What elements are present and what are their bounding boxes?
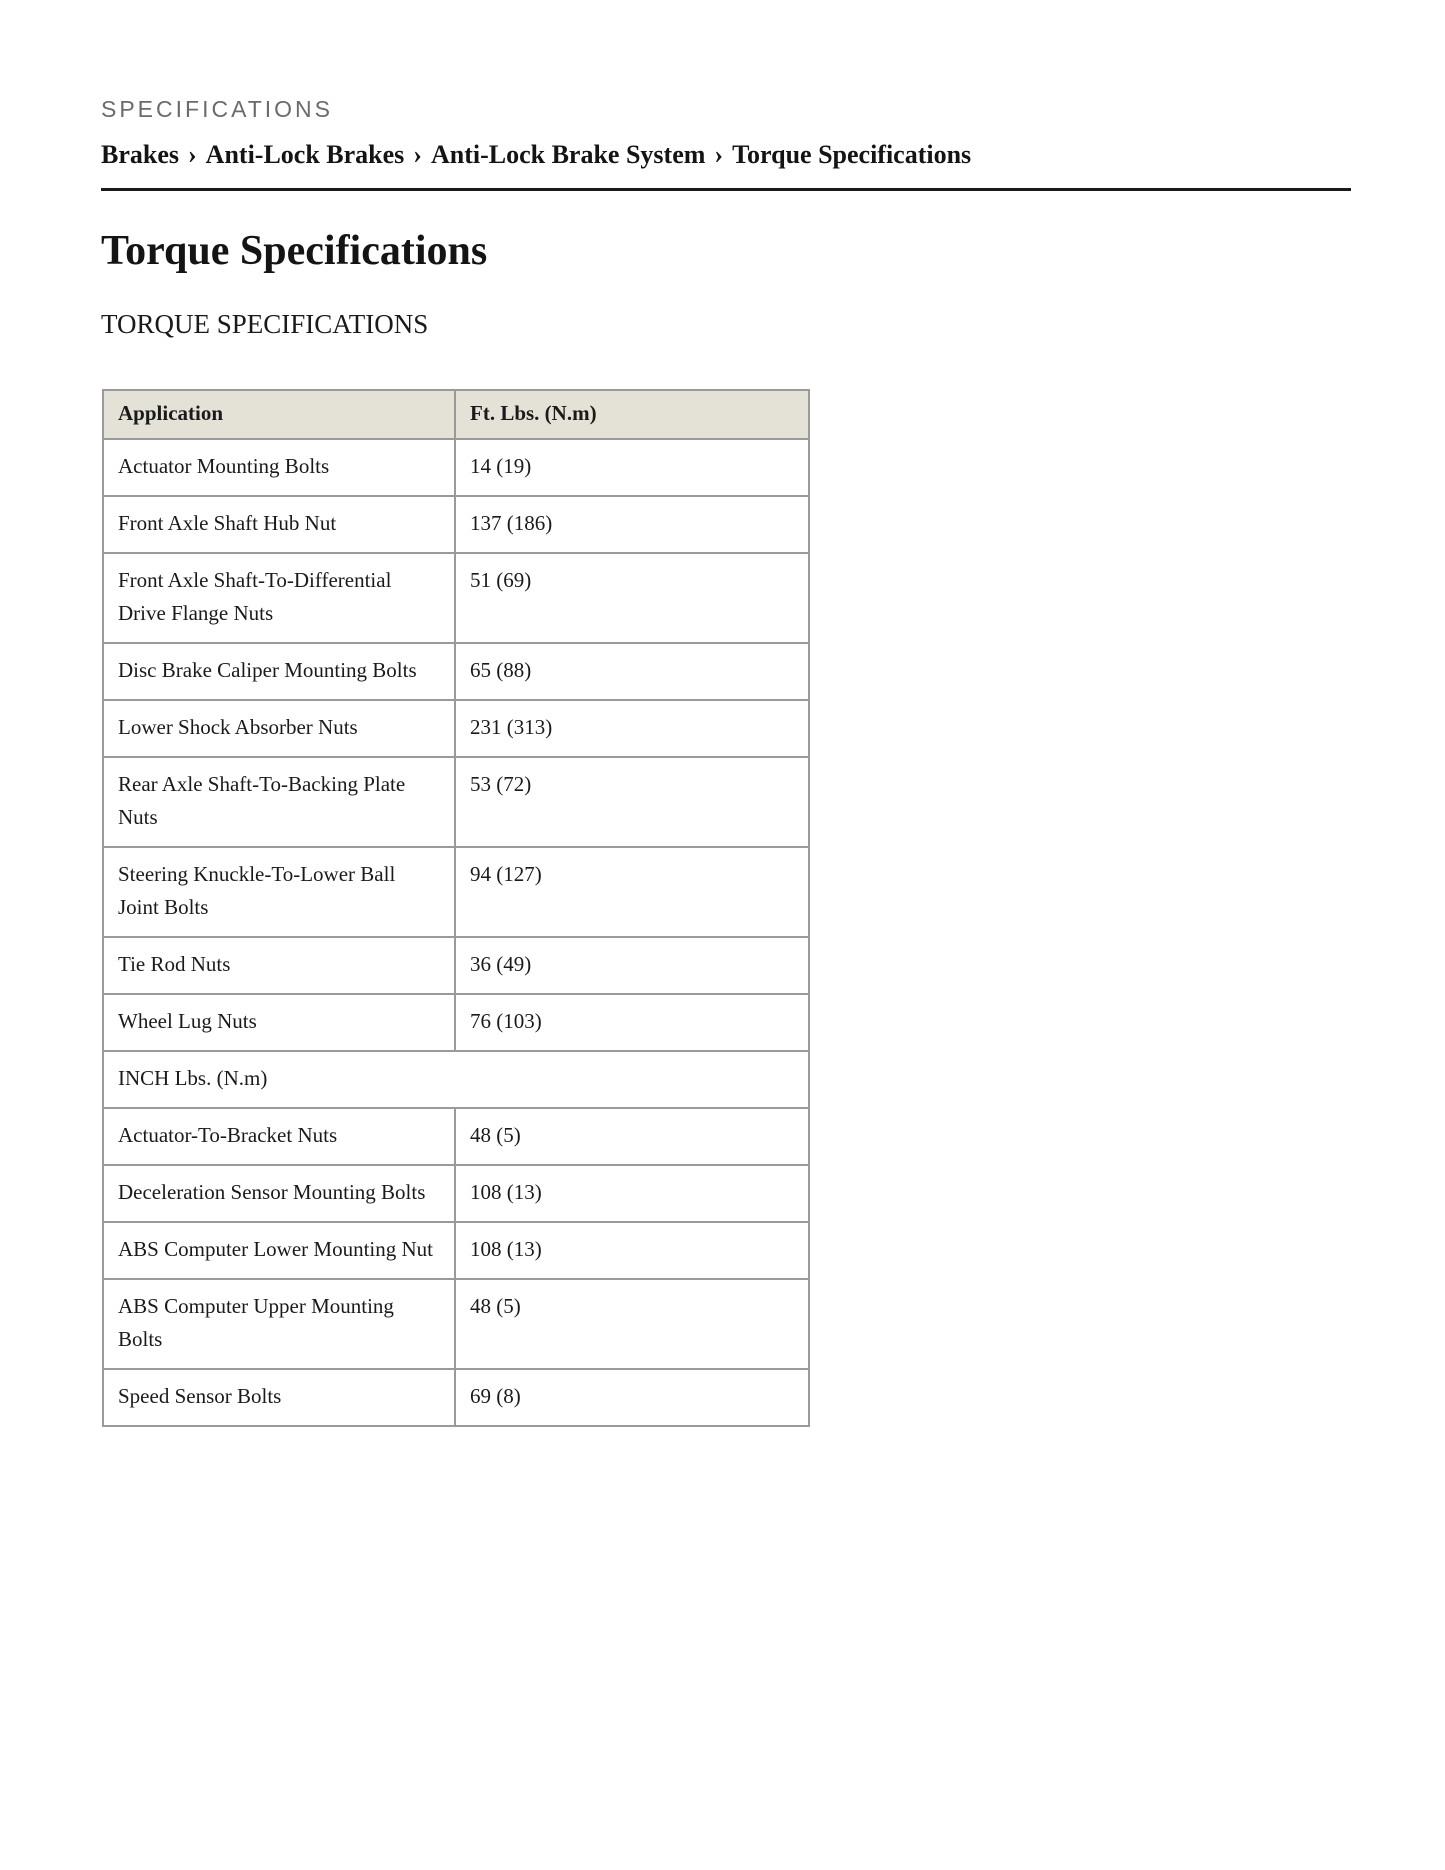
table-row	[103, 496, 809, 553]
table-row	[103, 553, 809, 643]
application-cell: Rear Axle Shaft-To-Backing Plate Nuts	[103, 757, 455, 847]
application-cell: Tie Rod Nuts	[103, 937, 455, 994]
breadcrumb-item-anti-lock-brakes[interactable]: Anti-Lock Brakes	[205, 140, 405, 169]
torque-spec-table	[102, 389, 810, 1427]
application-cell: Actuator-To-Bracket Nuts	[103, 1108, 455, 1165]
table-row	[103, 994, 809, 1051]
application-cell: Speed Sensor Bolts	[103, 1369, 455, 1426]
table-row	[103, 1279, 809, 1369]
application-cell: ABS Computer Upper Mounting Bolts	[103, 1279, 455, 1369]
torque-value-cell: 36 (49)	[455, 937, 809, 994]
torque-value-cell: 53 (72)	[455, 757, 809, 847]
application-cell: Deceleration Sensor Mounting Bolts	[103, 1165, 455, 1222]
application-cell: Front Axle Shaft-To-Differential Drive Flange Nuts	[103, 553, 455, 643]
table-subheader-row	[103, 1051, 809, 1108]
table-row	[103, 700, 809, 757]
breadcrumb-separator: ›	[714, 140, 724, 169]
torque-value-cell: 108 (13)	[455, 1165, 809, 1222]
torque-value-cell: 94 (127)	[455, 847, 809, 937]
torque-value-cell: 76 (103)	[455, 994, 809, 1051]
column-header-application: Application	[103, 390, 455, 439]
table-header-row	[103, 390, 809, 439]
table-row	[103, 1369, 809, 1426]
application-cell: Lower Shock Absorber Nuts	[103, 700, 455, 757]
table-row	[103, 847, 809, 937]
torque-value-cell: 137 (186)	[455, 496, 809, 553]
breadcrumb-item-torque-specifications: Torque Specifications	[732, 140, 972, 169]
header-divider	[101, 188, 1351, 191]
application-cell: Wheel Lug Nuts	[103, 994, 455, 1051]
torque-value-cell: 14 (19)	[455, 439, 809, 496]
section-label: SPECIFICATIONS	[101, 96, 333, 122]
torque-value-cell: 48 (5)	[455, 1279, 809, 1369]
application-cell: Front Axle Shaft Hub Nut	[103, 496, 455, 553]
application-cell: Steering Knuckle-To-Lower Ball Joint Bolts	[103, 847, 455, 937]
torque-value-cell: 48 (5)	[455, 1108, 809, 1165]
table-row	[103, 439, 809, 496]
torque-value-cell: 108 (13)	[455, 1222, 809, 1279]
torque-value-cell: 69 (8)	[455, 1369, 809, 1426]
application-cell: Disc Brake Caliper Mounting Bolts	[103, 643, 455, 700]
table-row	[103, 1165, 809, 1222]
table-row	[103, 937, 809, 994]
table-row	[103, 1222, 809, 1279]
table-row	[103, 1108, 809, 1165]
page-title: Torque Specifications	[101, 228, 488, 274]
breadcrumb-separator: ›	[188, 140, 197, 169]
breadcrumb-item-brakes[interactable]: Brakes	[101, 140, 179, 169]
breadcrumb-item-anti-lock-brake-system[interactable]: Anti-Lock Brake System	[430, 140, 706, 169]
torque-value-cell: 51 (69)	[455, 553, 809, 643]
inch-lbs-subheader: INCH Lbs. (N.m)	[103, 1051, 809, 1108]
application-cell: Actuator Mounting Bolts	[103, 439, 455, 496]
table-row	[103, 757, 809, 847]
column-header-ft-lbs: Ft. Lbs. (N.m)	[455, 390, 809, 439]
application-cell: ABS Computer Lower Mounting Nut	[103, 1222, 455, 1279]
section-subheading: TORQUE SPECIFICATIONS	[101, 309, 429, 339]
torque-value-cell: 65 (88)	[455, 643, 809, 700]
breadcrumb	[101, 138, 971, 172]
table-row	[103, 643, 809, 700]
breadcrumb-separator: ›	[413, 140, 422, 169]
torque-value-cell: 231 (313)	[455, 700, 809, 757]
